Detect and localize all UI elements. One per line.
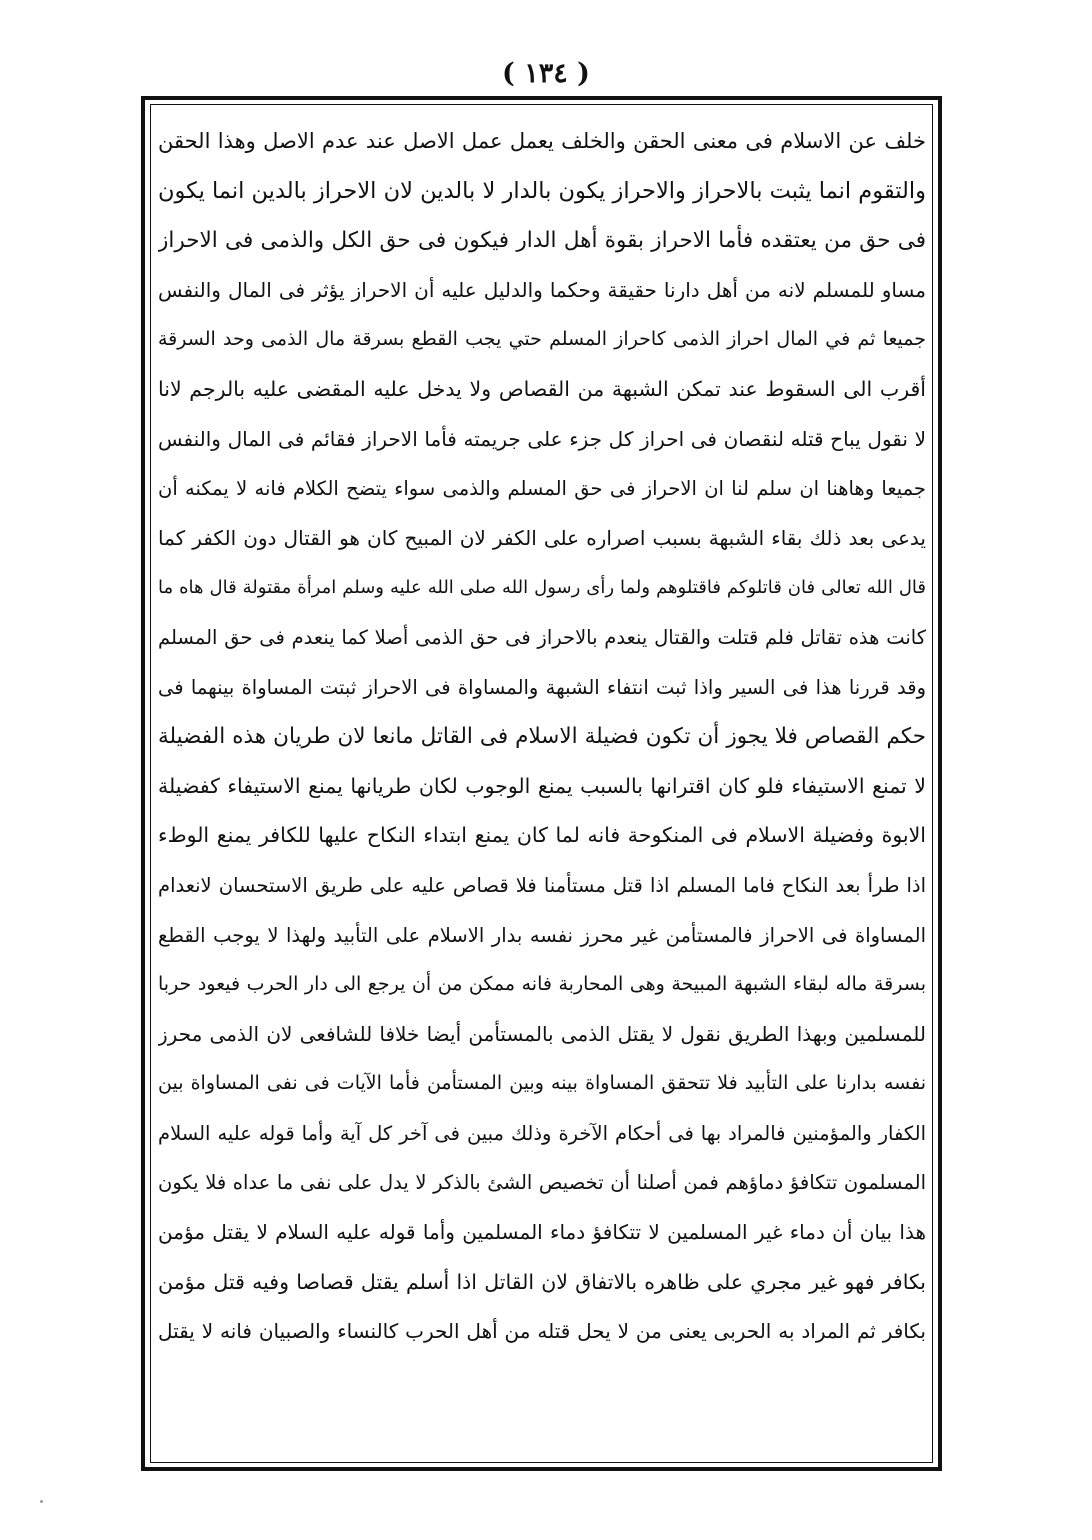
text-line: نفسه بدارنا على التأبيد فلا تتحقق المساواة بينه وبين المستأمن فأما الآيات فى نفى المساواة بين [158,1072,926,1095]
page-number: ( ١٣٤ ) [502,58,590,89]
text-line: الكفار والمؤمنين فالمراد بها فى أحكام الآخرة وذلك مبين فى آخر كل آية وأما قوله عليه السلام [158,1121,926,1145]
text-line: أقرب الى السقوط عند تمكن الشبهة من القصاص ولا يدخل عليه المقضى عليه بالرجم لانا [158,376,926,401]
text-line: جميعا ثم في المال احراز الذمى كاحراز المسلم حتي يجب القطع بسرقة مال الذمى وحد السرقة [158,328,926,351]
text-line: لا نقول يباح قتله لنقصان فى احراز كل جزء على جريمته فأما الاحراز فقائم فى المال والنفس [158,426,926,451]
text-line: اذا طرأ بعد النكاح فاما المسلم اذا قتل مستأمنا فلا قصاص عليه على طريق الاستحسان لانعدام [158,873,926,897]
text-line: قال الله تعالى فان قاتلوكم فاقتلوهم ولما رأى رسول الله صلى الله عليه وسلم امرأة مقتولة قال هاه ما [158,577,926,599]
text-line: بسرقة ماله لبقاء الشبهة المبيحة وهى المحاربة فانه ممكن من أن يرجع الى دار الحرب فيعود حربا [158,973,926,996]
text-line: لا تمنع الاستيفاء فلو كان اقترانها بالسبب يمنع الوجوب لكان طريانها يمنع الاستيفاء كفضيلة [158,773,926,798]
scan-speck [40,1500,43,1503]
text-line: حكم القصاص فلا يجوز أن تكون فضيلة الاسلام فى القاتل مانعا لان طريان هذه الفضيلة [158,724,926,750]
text-line: كانت هذه تقاتل فلم قتلت والقتال ينعدم بالاحراز فى حق الذمى أصلا كما ينعدم فى حق المسلم [158,625,926,649]
text-line: وقد قررنا هذا فى السير واذا ثبت انتفاء الشبهة والمساواة فى الاحراز ثبتت المساواة بينهما فى [158,675,926,699]
body-text [158,117,926,1457]
text-line: للمسلمين وبهذا الطريق نقول لا يقتل الذمى بالمستأمن أيضا خلافا للشافعى لان الذمى محرز [158,1021,926,1046]
text-line: بكافر فهو غير مجري على ظاهره بالاتفاق لان القاتل اذا أسلم يقتل قصاصا وفيه قتل مؤمن [158,1269,926,1294]
text-line: مساو للمسلم لانه من أهل دارنا حقيقة وحكما والدليل عليه أن الاحراز يؤثر فى المال والنفس [158,277,926,302]
text-line: بكافر ثم المراد به الحربى يعنى من لا يحل قتله من أهل الحرب كالنساء والصبيان فانه لا يقتل [158,1319,926,1344]
text-line: المسلمون تتكافؤ دماؤهم فمن أصلنا أن تخصيص الشئ بالذكر لا يدل على نفى ما عداه فلا يكون [158,1171,926,1195]
text-line: فى حق من يعتقده فأما الاحراز بقوة أهل الدار فيكون فى حق الكل والذمى فى الاحراز [158,228,926,254]
text-line: جميعا وهاهنا ان سلم لنا ان الاحراز فى حق المسلم والذمى سواء يتضح الكلام فانه لا يمكنه أن [158,477,926,501]
text-line: والتقوم انما يثبت بالاحراز والاحراز يكون بالدار لا بالدين لان الاحراز بالدين انما يكون [158,177,926,204]
text-line: هذا بيان أن دماء غير المسلمين لا تتكافؤ دماء المسلمين وأما قوله عليه السلام لا يقتل مؤمن [158,1220,926,1245]
text-line: الابوة وفضيلة الاسلام فى المنكوحة فانه لما كان يمنع ابتداء النكاح عليها للكافر يمنع الوطء [158,823,926,848]
text-line: المساواة فى الاحراز فالمستأمن غير محرز نفسه بدار الاسلام على التأبيد ولهذا لا يوجب القطع [158,923,926,947]
text-line: يدعى بعد ذلك بقاء الشبهة بسبب اصراره على الكفر لان المبيح كان هو القتال دون الكفر كما [158,525,926,550]
text-line: خلف عن الاسلام فى معنى الحقن والخلف يعمل عمل الاصل عند عدم الاصل وهذا الحقن [158,129,926,153]
